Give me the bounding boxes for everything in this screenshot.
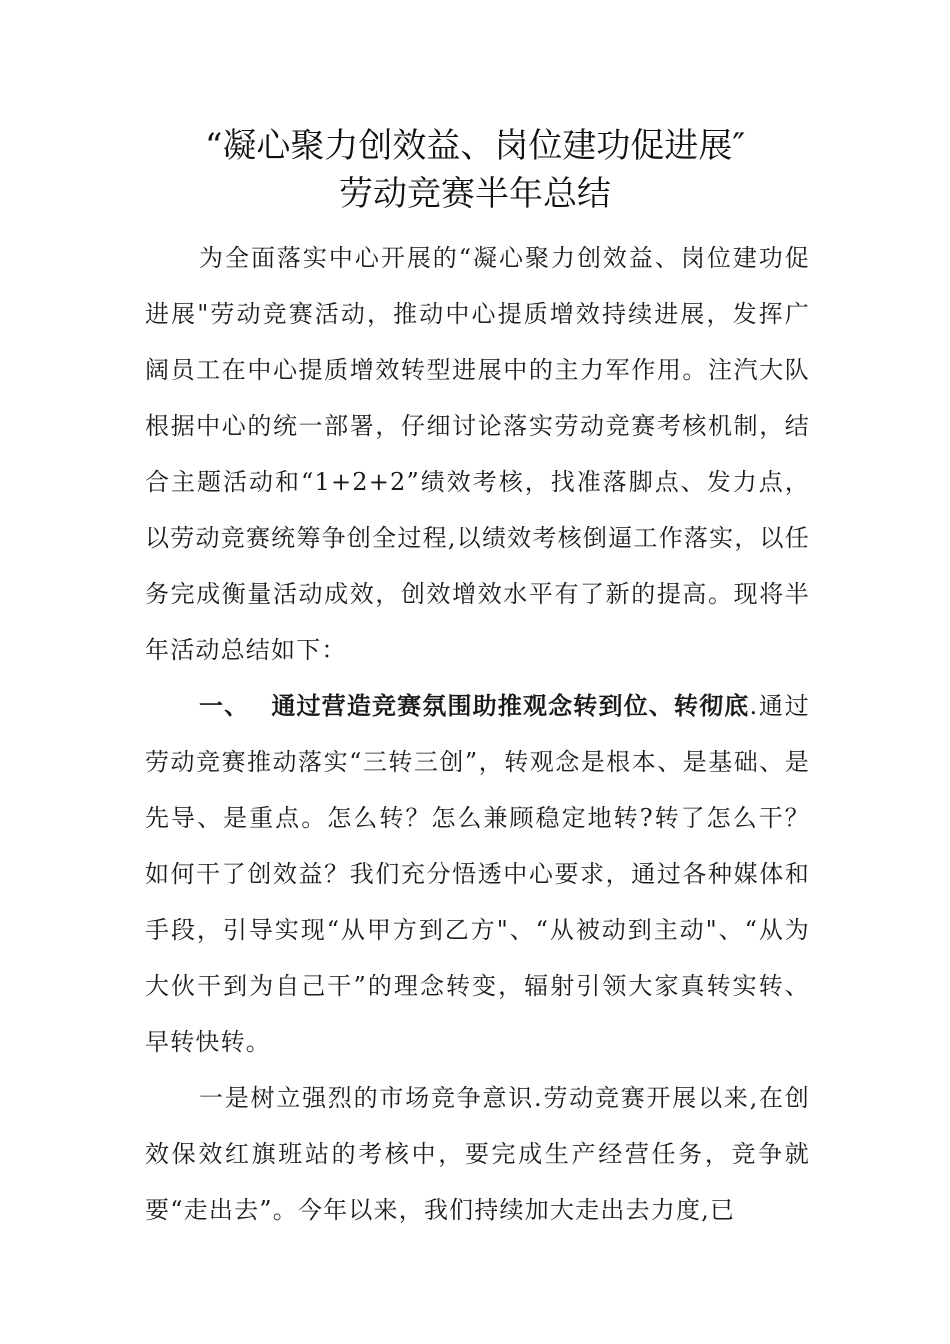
section-1-heading-text: 通过营造竞赛氛围助推观念转到位、转彻底 [271, 692, 750, 720]
title-line-2: 劳动竞赛半年总结 [339, 174, 611, 214]
point-1-paragraph: 一是树立强烈的市场竞争意识.劳动竞赛开展以来,在创效保效红旗班站的考核中，要完成生产经营任务，竞争就要“走出去”。今年以来，我们持续加大走出去力度,已 [145, 1084, 810, 1224]
title-line-1: “凝心聚力创效益、岗位建功促进展″ [204, 126, 746, 166]
intro-paragraph: 为全面落实中心开展的“凝心聚力创效益、岗位建功促进展"劳动竞赛活动，推动中心提质增效持续进展，发挥广阔员工在中心提质增效转型进展中的主力军作用。注汽大队根据中心的统一部署，仔细讨论落实劳动竞赛考核机制，结合主题活动和“1+2+2”绩效考核，找准落脚点、发力点，以劳动竞赛统筹争创全过程,以绩效考核倒逼工作落实，以任务完成衡量活动成效，创效增效水平有了新的提高。现将半年活动总结如下： [145, 244, 810, 664]
section-1-body: .通过劳动竞赛推动落实“三转三创”，转观念是根本、是基础、是先导、是重点。怎么转？怎么兼顾稳定地转?转了怎么干？如何干了创效益？我们充分悟透中心要求，通过各种媒体和手段，引导实现“从甲方到乙方"、“从被动到主动"、“从为大伙干到为自己干”的理念转变，辐射引领大家真转实转、早转快转。 [145, 692, 810, 1056]
section-1-number: 一、 [199, 692, 250, 720]
section-1-paragraph [145, 678, 810, 1070]
document-body [145, 230, 810, 1238]
section-1-heading [199, 692, 749, 720]
document-title [0, 124, 950, 216]
